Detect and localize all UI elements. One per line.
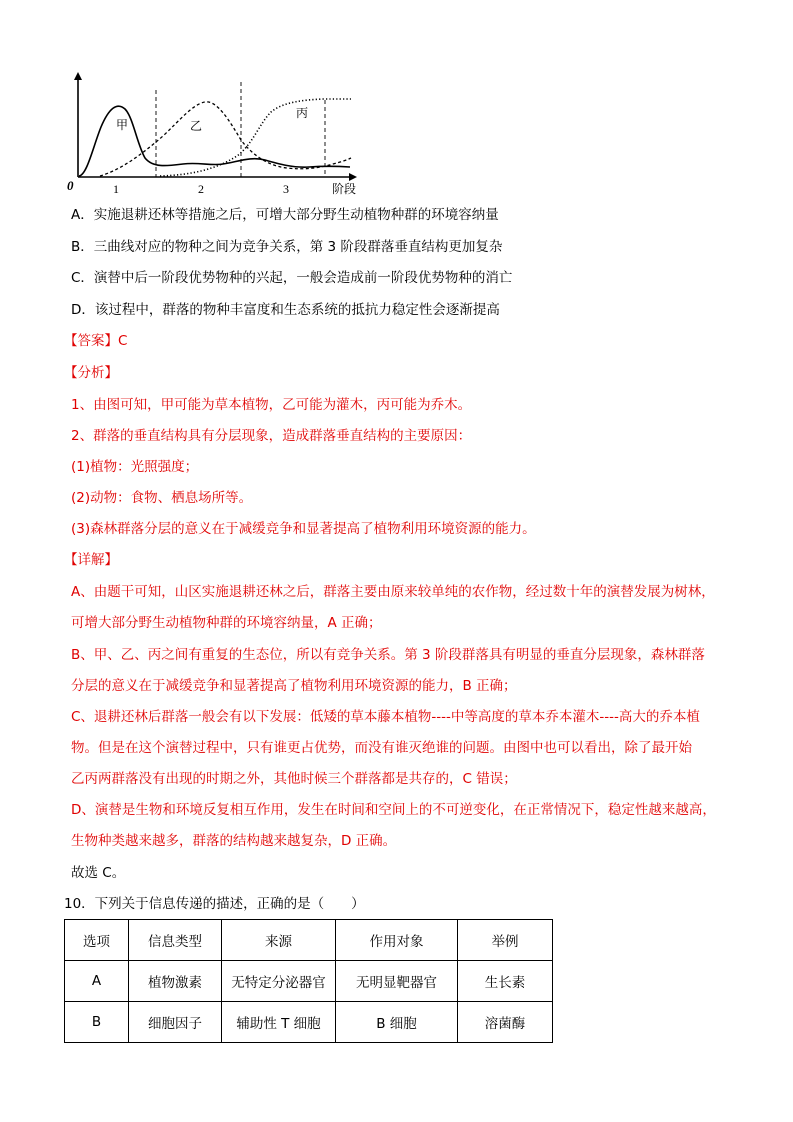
- table-row: [65, 961, 553, 1002]
- succession-curve-figure: [65, 72, 365, 198]
- question-10-table: [64, 919, 553, 1043]
- curve-label-yi: 乙: [190, 119, 203, 133]
- origin-label: 0: [67, 178, 74, 193]
- curve-label-bing: 丙: [296, 106, 309, 120]
- answer-line: [64, 332, 127, 350]
- answer-value: C: [118, 333, 128, 349]
- table-cell: 溶菌酶: [458, 1002, 553, 1043]
- detail-line-2: 可增大部分野生动植物种群的环境容纳量，A 正确；: [71, 615, 382, 631]
- table-cell: 生长素: [458, 961, 553, 1002]
- detail-line-7: 乙丙两群落没有出现的时期之外，其他时候三个群落都是共存的，C 错误；: [71, 771, 517, 787]
- analysis-line-1: 1、由图可知，甲可能为草本植物，乙可能为灌木，丙可能为乔木。: [71, 397, 472, 413]
- analysis-tag: 【分析】: [64, 365, 118, 381]
- x-tick-3: 3: [283, 182, 289, 196]
- detail-line-8: D、演替是生物和环境反复相互作用，发生在时间和空间上的不可逆变化，在正常情况下，稳定性越来越高，: [71, 802, 716, 818]
- analysis-line-3: (1)植物：光照强度；: [71, 459, 199, 475]
- option-a: A．实施退耕还林等措施之后，可增大部分野生动植物种群的环境容纳量: [71, 207, 499, 223]
- detail-line-1: A、由题干可知，山区实施退耕还林之后，群落主要由原来较单纯的农作物，经过数十年的演替发展为树林，: [71, 584, 715, 600]
- table-header-cell: 来源: [222, 920, 336, 961]
- table-cell: 细胞因子: [129, 1002, 222, 1043]
- detail-line-3: B、甲、乙、丙之间有重复的生态位，所以有竞争关系。第 3 阶段群落具有明显的垂直分层现象，森林群落: [71, 647, 705, 663]
- x-tick-1: 1: [113, 182, 119, 196]
- curve-label-jia: 甲: [116, 118, 129, 132]
- table-cell: 植物激素: [129, 961, 222, 1002]
- option-b: B．三曲线对应的物种之间为竞争关系，第 3 阶段群落垂直结构更加复杂: [71, 239, 503, 255]
- detail-line-4: 分层的意义在于减缓竞争和显著提高了植物利用环境资源的能力，B 正确；: [71, 678, 517, 694]
- question-10-stem: 10．下列关于信息传递的描述，正确的是（ ）: [64, 896, 365, 912]
- table-header-cell: 作用对象: [336, 920, 458, 961]
- detail-conclusion: 故选 C。: [71, 865, 126, 881]
- table-cell: 无明显靶器官: [336, 961, 458, 1002]
- table-header-cell: 信息类型: [129, 920, 222, 961]
- x-tick-2: 2: [198, 182, 204, 196]
- analysis-line-5: (3)森林群落分层的意义在于减缓竞争和显著提高了植物利用环境资源的能力。: [71, 521, 536, 537]
- detail-line-9: 生物种类越来越多，群落的结构越来越复杂，D 正确。: [71, 833, 397, 849]
- option-d: D．该过程中，群落的物种丰富度和生态系统的抵抗力稳定性会逐渐提高: [71, 302, 500, 318]
- table-header-cell: 选项: [65, 920, 129, 961]
- curve-jia: [79, 106, 350, 176]
- detail-tag: 【详解】: [64, 552, 118, 568]
- table-row: [65, 1002, 553, 1043]
- y-axis-arrow: [74, 72, 82, 80]
- detail-line-5: C、退耕还林后群落一般会有以下发展：低矮的草本藤本植物----中等高度的草本乔本灌木----高大的乔本植: [71, 709, 700, 725]
- table-cell: B: [65, 1002, 129, 1043]
- table-cell: B 细胞: [336, 1002, 458, 1043]
- x-axis-arrow: [349, 173, 357, 181]
- analysis-line-2: 2、群落的垂直结构具有分层现象，造成群落垂直结构的主要原因：: [71, 428, 472, 444]
- analysis-line-4: (2)动物：食物、栖息场所等。: [71, 490, 253, 506]
- table-header-cell: 举例: [458, 920, 553, 961]
- answer-tag: 【答案】: [64, 333, 118, 349]
- table-cell: 无特定分泌器官: [222, 961, 336, 1002]
- table-cell: A: [65, 961, 129, 1002]
- x-axis-label: 阶段: [332, 182, 357, 196]
- table-header-row: [65, 920, 553, 961]
- option-c: C．演替中后一阶段优势物种的兴起，一般会造成前一阶段优势物种的消亡: [71, 270, 513, 286]
- detail-line-6: 物。但是在这个演替过程中，只有谁更占优势，而没有谁灭绝谁的问题。由图中也可以看出，除了最开始: [71, 740, 692, 756]
- table-cell: 辅助性 T 细胞: [222, 1002, 336, 1043]
